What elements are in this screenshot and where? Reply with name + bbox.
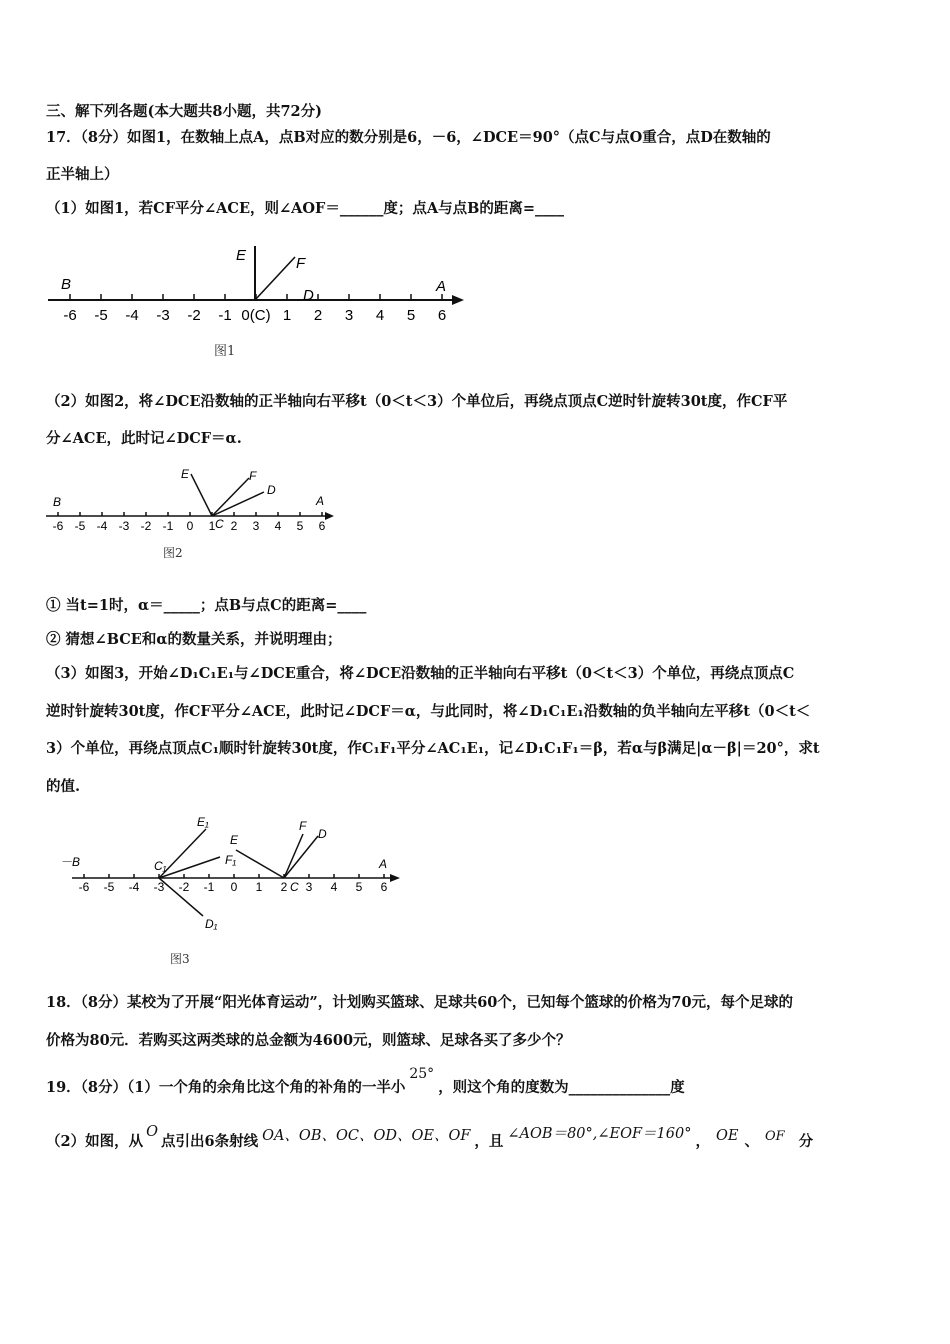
q19-part1-tail: ，则这个角的度数为______________度 (438, 1079, 685, 1096)
q17-part3-line1: （3）如图3，开始∠D₁C₁E₁与∠DCE重合，将∠DCE沿数轴的正半轴向右平移t（0＜t＜3）个单位，再绕点顶点C (46, 665, 795, 682)
q17-line2: 正半轴上） (46, 166, 119, 183)
q18-line1: 18．（8分）某校为了开展“阳光体育运动”，计划购买篮球、足球共60个，已知每个篮球的价格为70元，每个足球的 (46, 994, 794, 1011)
fig2-tick-label: -3 (118, 519, 130, 533)
q17-part3-line3: 3）个单位，再绕点顶点C₁顺时针旋转30t度，作C₁F₁平分∠AC₁E₁，记∠D₁C₁F₁＝β，若α与β满足|α－β|＝20°，求t (46, 740, 820, 757)
fig3-label-e1: E₁ (197, 815, 209, 829)
q19-part2-text5: 、 (744, 1133, 759, 1150)
fig2-tick-label: 6 (318, 519, 326, 533)
fig3-caption: 图3 (170, 952, 190, 966)
fig3-arrow (390, 874, 400, 882)
q17-part2-line1: （2）如图2，将∠DCE沿数轴的正半轴向右平移t（0＜t＜3）个单位后，再绕点顶点C逆时针旋转30t度，作CF平 (46, 393, 788, 410)
q19-part2-text4: ， (695, 1133, 710, 1150)
fig2-ray-ce (191, 474, 212, 516)
fig1-tick-label: -2 (187, 307, 201, 324)
fig1-tick-label: 6 (437, 307, 447, 324)
fig2-ray-cf (212, 478, 249, 516)
fig2-tick-label: 0 (186, 519, 194, 533)
fig2-label-b: B (53, 495, 62, 509)
fig3-label-e: E (230, 833, 239, 847)
q19-part2-text2: 点引出6条射线 (160, 1133, 259, 1150)
q19-angle-cond: ∠AOB＝80°,∠EOF＝160° (507, 1126, 692, 1142)
q17-sub1: ① 当t=1时，α＝_____；点B与点C的距离=____ (46, 597, 367, 614)
fig2-tick-label: 1 (208, 519, 216, 533)
fig1-tick-label: 4 (375, 307, 385, 324)
fig2-tick-label: -4 (96, 519, 108, 533)
q17-part1: （1）如图1，若CF平分∠ACE，则∠AOF＝______度；点A与点B的距离=____ (46, 200, 564, 217)
fig3-tick-label: 6 (380, 880, 388, 894)
q19-part2-text: （2）如图，从 (46, 1133, 144, 1150)
fig1-tick-label: 1 (282, 307, 292, 324)
q17-part3-line2: 逆时针旋转30t度，作CF平分∠ACE，此时记∠DCF＝α，与此同时，将∠D₁C₁E₁沿数轴的负半轴向左平移t（0＜t＜ (46, 703, 811, 720)
fig3-tick-label: 1 (255, 880, 263, 894)
fig1-label-d: D (303, 287, 314, 304)
fig2-arrow (325, 512, 334, 520)
q19-line2 (46, 1124, 814, 1153)
fig3-label-f1: F₁ (225, 853, 237, 867)
fig1-tick-label: 5 (406, 307, 416, 324)
fig2-tick-label: 5 (296, 519, 304, 533)
q19-part2-text6: 分 (798, 1133, 814, 1150)
fig3-tick-label: -4 (128, 880, 140, 894)
fig3-tick-label: 3 (305, 880, 313, 894)
fig2-label-e: E (181, 467, 190, 481)
fig3-label-a: A (379, 857, 388, 871)
fig3-tick-label: 5 (355, 880, 363, 894)
fig2-tick-label: 3 (252, 519, 260, 533)
section-title: 三、解下列各题(本大题共8小题，共72分) (46, 103, 322, 120)
q19-point-o: O (146, 1124, 158, 1140)
fig1-label-a: A (436, 278, 447, 295)
q19-ray-oe: OE (716, 1128, 739, 1144)
figure-2 (44, 464, 344, 539)
fig1-tick-label: -5 (94, 307, 108, 324)
fig2-label-d: D (267, 483, 276, 497)
fig3-label-f: F (299, 819, 307, 833)
fig3-label-d1: D₁ (205, 917, 218, 931)
fig1-label-e: E (236, 247, 247, 264)
fig1-tick-label: -3 (156, 307, 170, 324)
fig3-label-c: C (290, 880, 299, 894)
fig2-tick-label: 2 (230, 519, 238, 533)
q18-line2: 价格为80元．若购买这两类球的总金额为4600元，则篮球、足球各买了多少个？ (46, 1032, 571, 1049)
fig3-tick-label: 2 (280, 880, 288, 894)
fig3-tick-label: -2 (178, 880, 190, 894)
fig2-label-f: F (249, 469, 257, 483)
fig3-tick-label: -3 (153, 880, 165, 894)
figure-1 (44, 238, 474, 338)
fig3-label-minus-b: －B (60, 855, 81, 869)
fig1-caption: 图1 (214, 344, 236, 359)
q17-part2-line2: 分∠ACE，此时记∠DCF＝α. (46, 430, 242, 447)
fig3-tick-label: -6 (78, 880, 90, 894)
fig3-ray-cf (284, 834, 303, 878)
q17-line1: 17．（8分）如图1，在数轴上点A，点B对应的数分别是6，－6，∠DCE＝90°（点C与点O重合，点D在数轴的 (46, 129, 771, 146)
fig2-caption: 图2 (163, 546, 183, 560)
fig3-label-c1: C₁ (154, 859, 167, 873)
q19-part1-angle: 25° (409, 1066, 435, 1082)
fig3-label-d: D (318, 827, 327, 841)
fig1-tick-label: 3 (344, 307, 354, 324)
fig3-tick-label: -1 (203, 880, 215, 894)
fig2-label-a: A (316, 494, 325, 508)
figure-3 (60, 812, 410, 937)
q19-line1 (46, 1066, 685, 1098)
fig1-ray-cf (255, 257, 295, 300)
fig3-tick-label: 0 (230, 880, 238, 894)
fig1-tick-label: 2 (313, 307, 323, 324)
fig2-tick-label: -1 (162, 519, 174, 533)
fig3-ray-ce (236, 850, 284, 878)
fig1-label-b: B (61, 276, 72, 293)
fig2-tick-label: -5 (74, 519, 86, 533)
q19-ray-of: OF (764, 1129, 785, 1144)
q19-part2-text3: ，且 (474, 1133, 504, 1150)
fig2-label-c: C (215, 517, 224, 531)
fig1-tick-label: -1 (218, 307, 232, 324)
fig3-tick-label: -5 (103, 880, 115, 894)
fig1-arrow (452, 295, 464, 305)
fig2-tick-label: -6 (52, 519, 64, 533)
q17-sub2: ② 猜想∠BCE和α的数量关系，并说明理由； (46, 631, 342, 648)
fig2-tick-label: -2 (140, 519, 152, 533)
q19-rays: OA、OB、OC、OD、OE、OF (262, 1128, 471, 1144)
q19-part1-text: 19．（8分）（1）一个角的余角比这个角的补角的一半小 (46, 1079, 406, 1096)
fig1-label-f: F (296, 255, 306, 272)
fig1-tick-label: -6 (63, 307, 77, 324)
q17-part3-line4: 的值. (46, 778, 81, 795)
fig1-tick-label: -4 (125, 307, 139, 324)
fig1-tick-label: 0(C) (241, 307, 271, 324)
fig2-tick-label: 4 (274, 519, 282, 533)
fig3-ray-cd (284, 836, 318, 878)
fig3-tick-label: 4 (330, 880, 338, 894)
